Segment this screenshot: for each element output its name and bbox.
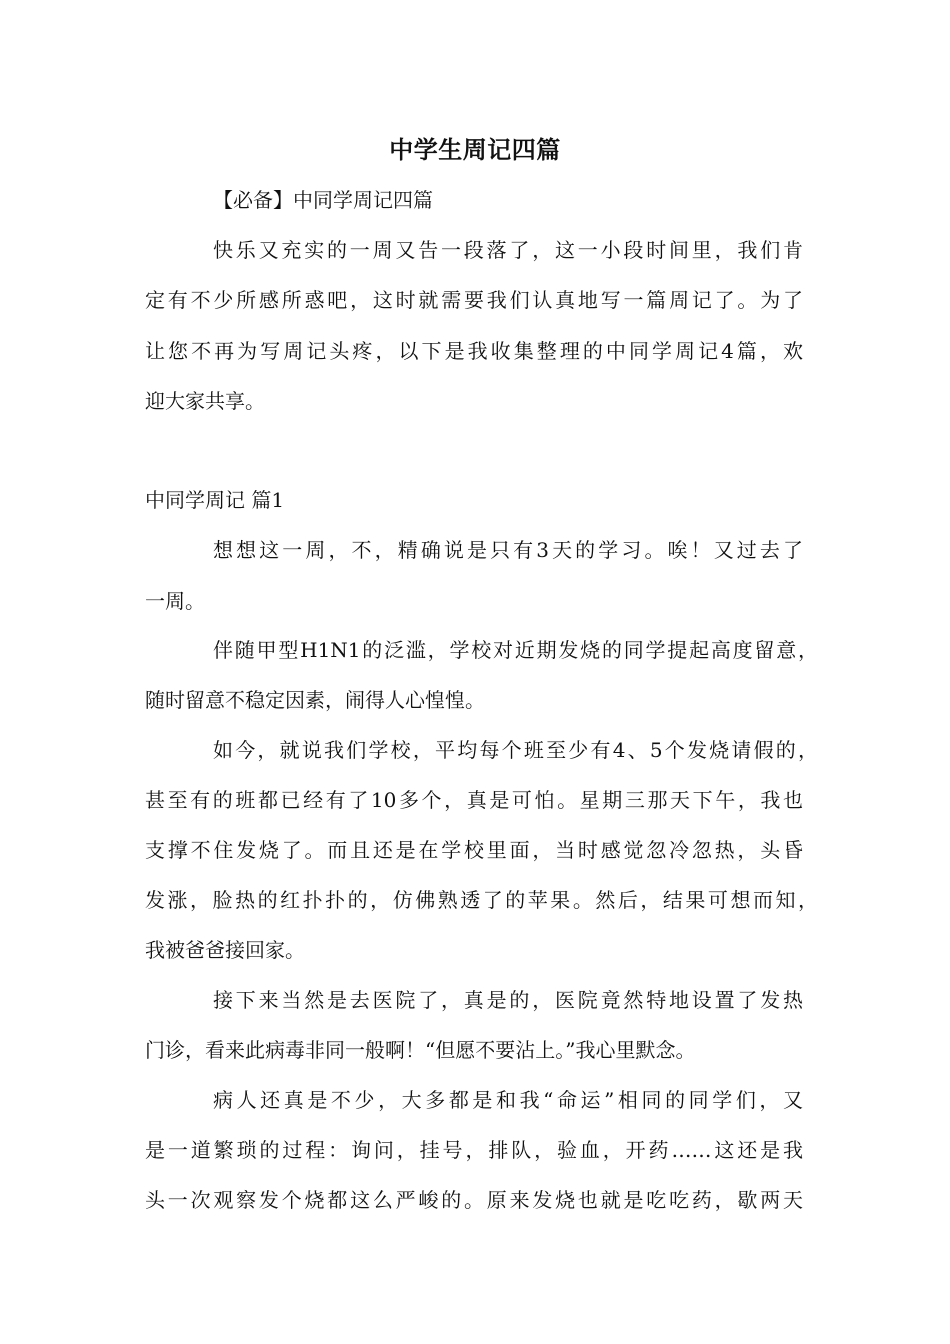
document-subtitle: 【必备】中同学周记四篇 bbox=[213, 188, 433, 212]
intro-line-4: 迎大家共享。 bbox=[145, 389, 265, 413]
document-title: 中学生周记四篇 bbox=[389, 135, 561, 164]
intro-line-3: 让您不再为写周记头疼，以下是我收集整理的中同学周记4篇，欢 bbox=[145, 339, 803, 363]
paragraph-3-line-2: 甚至有的班都已经有了10多个，真是可怕。星期三那天下午，我也 bbox=[145, 788, 803, 812]
paragraph-3-line-4: 发涨，脸热的红扑扑的，仿佛熟透了的苹果。然后，结果可想而知， bbox=[145, 888, 818, 912]
section-heading: 中同学周记 篇1 bbox=[145, 488, 285, 512]
intro-line-1: 快乐又充实的一周又告一段落了，这一小段时间里，我们肯 bbox=[213, 238, 803, 262]
paragraph-2-line-2: 随时留意不稳定因素，闹得人心惶惶。 bbox=[145, 688, 485, 712]
paragraph-5-line-1: 病人还真是不少，大多都是和我“命运”相同的同学们，又 bbox=[213, 1088, 803, 1112]
paragraph-4-line-1: 接下来当然是去医院了，真是的，医院竟然特地设置了发热 bbox=[213, 988, 803, 1012]
paragraph-1-line-1: 想想这一周，不，精确说是只有3天的学习。唉！又过去了 bbox=[213, 538, 803, 562]
paragraph-5-line-2: 是一道繁琐的过程：询问，挂号，排队，验血，开药……这还是我 bbox=[145, 1138, 803, 1162]
intro-line-2: 定有不少所感所惑吧，这时就需要我们认真地写一篇周记了。为了 bbox=[145, 288, 803, 312]
paragraph-4-line-2: 门诊，看来此病毒非同一般啊！“但愿不要沾上。”我心里默念。 bbox=[145, 1038, 696, 1062]
paragraph-2-line-1: 伴随甲型H1N1的泛滥，学校对近期发烧的同学提起高度留意， bbox=[213, 638, 818, 662]
paragraph-3-line-3: 支撑不住发烧了。而且还是在学校里面，当时感觉忽冷忽热，头昏 bbox=[145, 838, 803, 862]
paragraph-5-line-3: 头一次观察发个烧都这么严峻的。原来发烧也就是吃吃药，歇两天 bbox=[145, 1188, 803, 1212]
paragraph-1-line-2: 一周。 bbox=[145, 589, 205, 613]
paragraph-3-line-5: 我被爸爸接回家。 bbox=[145, 938, 305, 962]
paragraph-3-line-1: 如今，就说我们学校，平均每个班至少有4、5个发烧请假的， bbox=[213, 738, 818, 762]
